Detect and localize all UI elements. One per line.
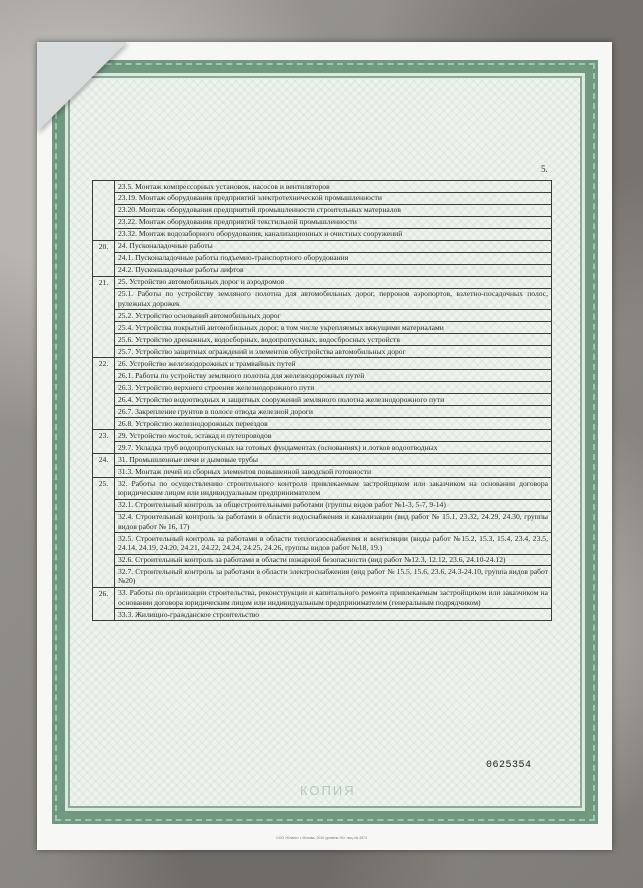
table-row: [93, 454, 552, 478]
work-item: 32.6. Строительный контроль за работами в области пожарной безопасности (вид работ №12.3, 12.12, 23.6, 24.10-24.12): [115, 555, 551, 567]
work-items-cell: [115, 240, 552, 276]
work-item: 25.1. Работы по устройству земляного полотна для автомобильных дорог, перронов аэропортов, взлетно-посадочных полос, рулежных дорожек: [115, 289, 551, 310]
table-row: [93, 587, 552, 620]
work-item: 23.20. Монтаж оборудования предприятий промышленности строительных материалов: [115, 205, 551, 217]
table-row: [93, 430, 552, 454]
work-items-cell: [115, 478, 552, 588]
work-items-cell: [115, 276, 552, 357]
work-items-cell: [115, 454, 552, 478]
work-item: 32.7. Строительный контроль за работами в области электроснабжения (вид работ № 15.5, 15.6, 23.6, 24.3-24.10, группа видов работ №20): [118, 566, 548, 586]
work-items-cell: [115, 181, 552, 241]
table-row: [93, 181, 552, 241]
work-item: 26.8. Устройство железнодорожных переездов: [118, 418, 268, 428]
work-item: 25.2. Устройство оснований автомобильных дорог: [115, 310, 551, 322]
work-items-cell: [115, 358, 552, 430]
work-item: 26.7. Закрепление грунтов в полосе отвода железной дороги: [115, 406, 551, 418]
work-items-cell: [115, 587, 552, 620]
page-number: 5.: [541, 164, 548, 174]
work-item: 33. Работы по организации строительства, реконструкции и капитального ремонта привлекаемым застройщиком или заказчиком на основании договора юридическим лицом или индивидуальным предпринимателем (генеральным подрядчиком): [115, 588, 551, 609]
row-number: [93, 181, 115, 241]
work-item: 26. Устройство железнодорожных и трамвайных путей: [115, 358, 551, 370]
row-number: 23.: [93, 430, 115, 454]
work-item: 29. Устройство мостов, эстакад и путепроводов: [115, 430, 551, 442]
work-item: 33.3. Жилищно-гражданское строительство: [118, 609, 260, 619]
work-item: 32.1. Строительный контроль за общестроительными работами (группы видов работ №1-3, 5-7, 9-14): [115, 500, 551, 512]
work-item: 23.19. Монтаж оборудования предприятий электротехнической промышленности: [115, 193, 551, 205]
row-number: 25.: [93, 478, 115, 588]
work-item: 26.1. Работы по устройству земляного полотна для железнодорожных путей: [115, 370, 551, 382]
work-item: 25.4. Устройства покрытий автомобильных дорог, в том числе укрепляемых вяжущими материалами: [115, 322, 551, 334]
work-item: 25.6. Устройство дренажных, водосборных, водопропускных, водосбросных устройств: [115, 334, 551, 346]
folded-corner: [37, 42, 127, 132]
work-item: 24.1. Пусконаладочные работы подъемно-транспортного оборудования: [115, 253, 551, 265]
work-item: 24.2. Пусконаладочные работы лифтов: [118, 265, 244, 275]
row-number: 26.: [93, 587, 115, 620]
table-row: [93, 358, 552, 430]
work-item: 24. Пусконаладочные работы: [115, 241, 551, 253]
work-items-cell: [115, 430, 552, 454]
table-row: [93, 240, 552, 276]
work-item: 31.3. Монтаж печей из сборных элементов повышенной заводской готовности: [118, 466, 372, 476]
work-item: 23.5. Монтаж компрессорных установок, насосов и вентиляторов: [115, 181, 551, 193]
row-number: 22.: [93, 358, 115, 430]
work-item: 25.7. Устройство защитных ограждений и элементов обустройства автомобильных дорог: [118, 346, 406, 356]
serial-number: 0625354: [486, 760, 532, 771]
work-item: 23.22. Монтаж оборудования предприятий текстильной промышленности: [115, 217, 551, 229]
work-item: 32.4. Строительный контроль за работами в области водоснабжения и канализации (вид работ № 15.1, 23.32, 24.29, 24.30, группы видов работ № 16, 17): [115, 512, 551, 533]
work-item: 26.3. Устройство верхнего строения железнодорожного пути: [115, 382, 551, 394]
table-row: [93, 276, 552, 357]
work-item: 31. Промышленные печи и дымовые трубы: [115, 454, 551, 466]
work-item: 29.7. Укладка труб водопропускных на готовых фундаментах (основаниях) и лотков водоотводных: [118, 442, 438, 452]
table-row: [93, 478, 552, 588]
row-number: 20.: [93, 240, 115, 276]
works-table: [92, 180, 552, 621]
work-item: 32. Работы по осуществлению строительного контроля привлекаемым застройщиком или заказчиком на основании договора юридическим лицом или индивидуальным предпринимателем: [115, 478, 551, 499]
row-number: 21.: [93, 276, 115, 357]
row-number: 24.: [93, 454, 115, 478]
work-item: 26.4. Устройство водоотводных и защитных сооружений земляного полотна железнодорожного пути: [115, 394, 551, 406]
work-item: 23.32. Монтаж водозаборного оборудования, канализационных и очистных сооружений: [118, 229, 403, 239]
work-item: 32.5. Строительный контроль за работами в области теплогазоснабжения и вентиляции (виды работ №15.2, 15.3, 15.4, 23.4, 23.5, 24.14, 24.19, 24.20, 24.21, 24.22, 24.24, 24.25, 24.26, группы видов работ №18, 19.): [115, 533, 551, 554]
work-item: 25. Устройство автомобильных дорог и аэродромов: [115, 277, 551, 289]
printer-footer: ООО «Бланк» г. Москва, 2010 уровень «Б» лиц. № 4574: [276, 836, 367, 840]
copy-watermark: КОПИЯ: [300, 783, 356, 798]
